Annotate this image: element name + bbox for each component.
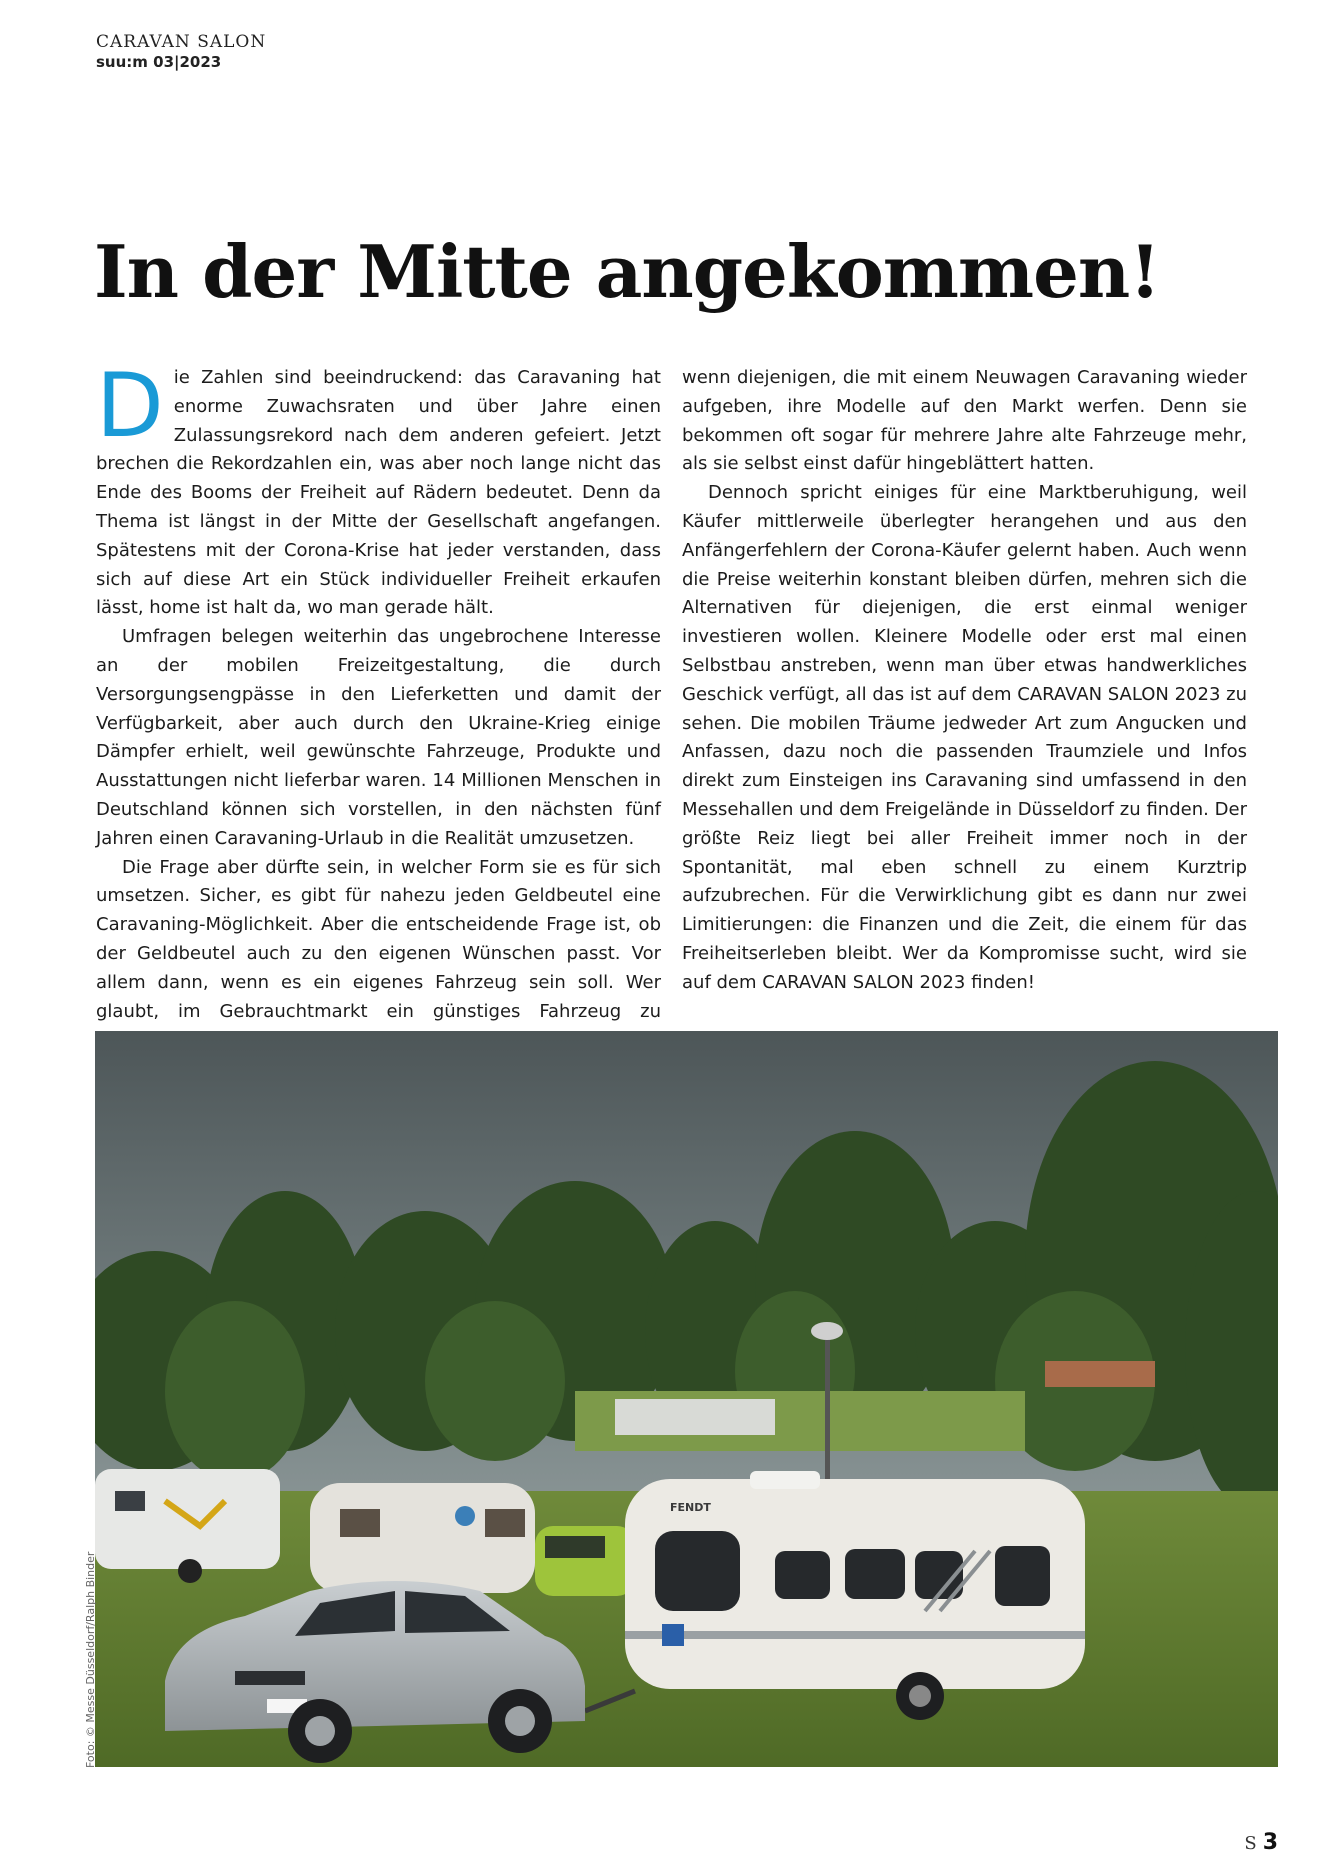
caravan-left bbox=[95, 1469, 280, 1583]
text-column-right bbox=[682, 364, 1247, 998]
paragraph: wenn diejenigen, die mit einem Neuwagen Caravaning wieder aufgeben, ihre Modelle auf den Markt werfen. Denn sie bekommen oft sogar für mehrere Jahre alte Fahrzeuge mehr, als sie selbst einst dafür hingeblättert hatten. bbox=[682, 367, 1247, 475]
mobile-home bbox=[615, 1399, 775, 1435]
drop-cap: D bbox=[96, 354, 164, 457]
photo-illustration bbox=[95, 1031, 1278, 1767]
paragraph: Die Frage aber dürfte sein, in welcher Form sie es für sich umsetzen. Sicher, es gibt für nahezu jeden Geldbeutel eine Caravaning-Möglichkeit. Aber die entscheidende Frage ist, ob der Geldbeutel auch zu den eigenen Wünschen passt. Vor allem dann, wenn es ein eigenes Fahrzeug sein soll. Wer glaubt, im Gebrauchtmarkt ein günstiges Fahrzeug zu bbox=[96, 856, 661, 1022]
distant-building bbox=[1045, 1361, 1155, 1387]
caravan-main bbox=[625, 1471, 1085, 1720]
photo-credit: Foto: © Messe Düsseldorf/Ralph Binder bbox=[84, 1551, 97, 1768]
text-column-left bbox=[96, 354, 661, 1055]
running-header bbox=[96, 32, 266, 71]
paragraph: Dennoch spricht einiges für eine Marktberuhigung, weil Käufer mittlerweile überlegter herangehen und aus den Anfängerfehlern der Corona-Käufer gelernt haben. Auch wenn die Preise weiterhin konstant bleiben dürfen, mehren sich die Alternativen für diejenigen, die erst einmal weniger investieren wollen. Kleinere Modelle oder erst mal einen Selbstbau anstreben, wenn man über etwas handwerkliches Geschick verfügt, all das ist auf dem CARAVAN SALON 2023 zu sehen. Die mobilen Träume jedweder Art zum Angucken und Anfassen, dazu noch die passenden Traumziele und Infos direkt zum Einsteigen ins Caravaning sind umfassend in den Messehallen und dem Freigelände in Düsseldorf zu finden. Der größte Reiz liegt bei aller Freiheit immer noch in der Spontanität, mal eben schnell zu einem Kurztrip aufzubrechen. Für die Verwirklichung gibt es dann nur zwei Limitierungen: die Finanzen und die Zeit, die einem für das Freiheitserleben bleibt. Wer da Kompromisse sucht, wird sie auf dem CARAVAN SALON 2023 finden! bbox=[682, 482, 1247, 993]
paragraph: Umfragen belegen weiterhin das ungebrochene Interesse an der mobilen Freizeitgestaltung, die durch Versorgungsengpässe in den Lieferketten und damit der Verfügbarkeit, aber auch durch den Ukraine-Krieg einige Dämpfer erhielt, weil gewünschte Fahrzeuge, Produkte und Ausstattungen nicht lieferbar waren. 14 Millionen Menschen in Deutschland können sich vorstellen, in den nächsten fünf Jahren einen Caravaning-Urlaub in die Realität umzusetzen. bbox=[96, 626, 661, 849]
page-number-value: 3 bbox=[1262, 1830, 1278, 1855]
caravan-brand-text: FENDT bbox=[670, 1501, 711, 1514]
lamp-post bbox=[825, 1331, 830, 1501]
issue-label: suu:m 03|2023 bbox=[96, 53, 222, 71]
campsite-photo bbox=[95, 1031, 1278, 1767]
section-title: CARAVAN SALON bbox=[96, 32, 267, 52]
page-prefix: S bbox=[1244, 1833, 1257, 1854]
article-headline: In der Mitte angekommen! bbox=[94, 229, 1160, 314]
lamp-head bbox=[811, 1322, 843, 1340]
paragraph-text: ie Zahlen sind beeindruckend: das Caravaning hat enorme Zuwachsraten und über Jahre einen Zulassungsrekord nach dem anderen gefeiert. Jetzt brechen die Rekordzahlen ein, was aber noch lange nicht das Ende des Booms der Freiheit auf Rädern bedeutet. Denn da Thema ist längst in der Mitte der Gesellschaft angefangen. Spätestens mit der Corona-Krise hat jeder verstanden, dass sich auf diese Art ein Stück individueller Freiheit erkaufen lässt, home ist halt da, wo man gerade hält. bbox=[96, 367, 661, 619]
page-number bbox=[1244, 1830, 1278, 1855]
paragraph bbox=[96, 354, 661, 623]
green-car bbox=[535, 1526, 635, 1596]
caravan-middle bbox=[310, 1483, 535, 1593]
